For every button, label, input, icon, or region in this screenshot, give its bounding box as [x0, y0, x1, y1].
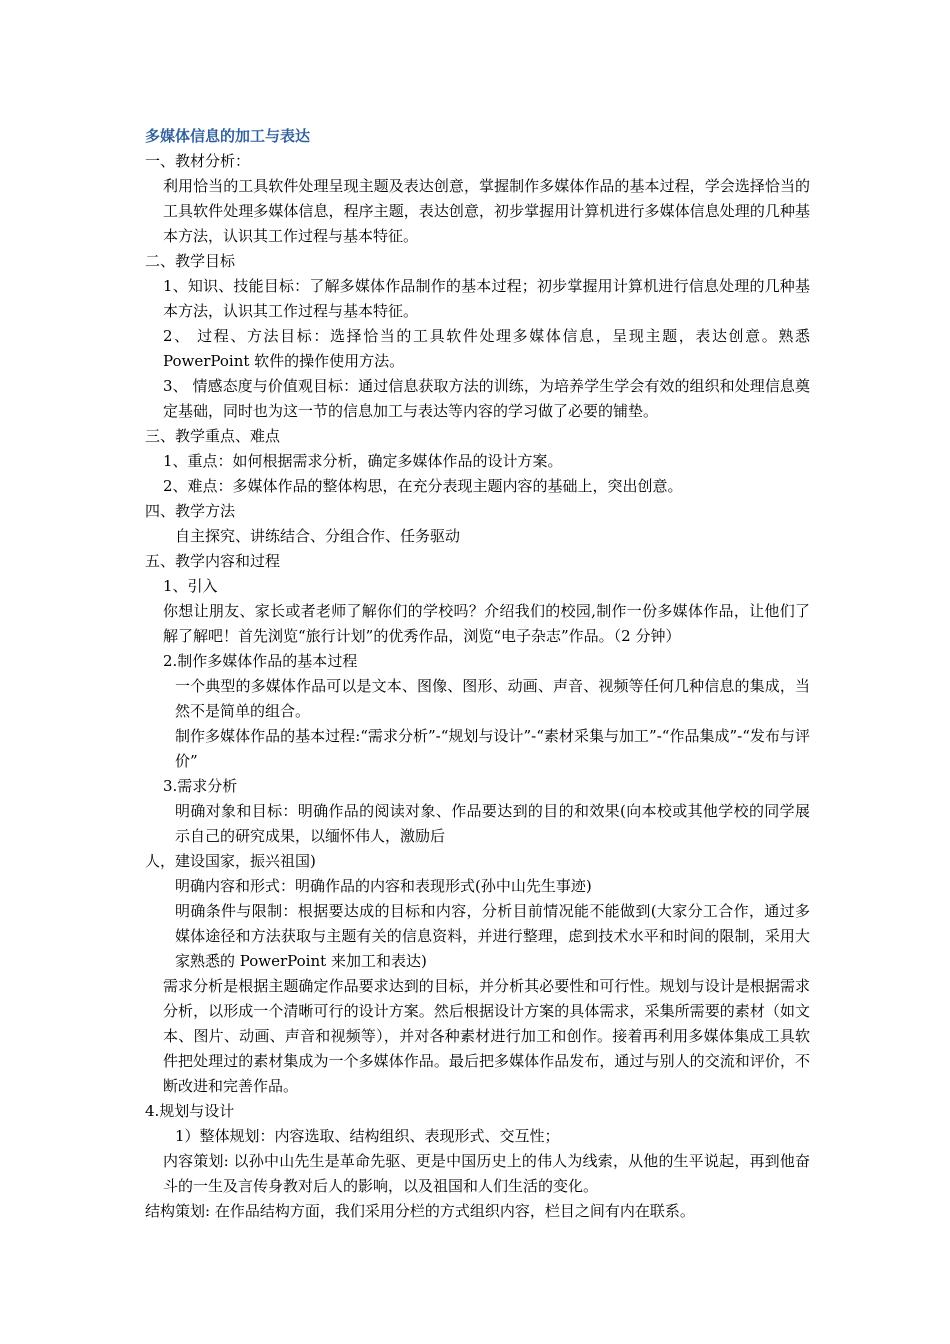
paragraph: 利用恰当的工具软件处理呈现主题及表达创意，掌握制作多媒体作品的基本过程，学会选择恰当的工具软件处理多媒体信息，程序主题，表达创意，初步掌握用计算机进行多媒体信息处理的几种基本方法，认识其工作过程与基本特征。 [163, 177, 810, 245]
document-title: 多媒体信息的加工与表达 [145, 127, 311, 145]
paragraph: 人，建设国家，振兴祖国) [145, 852, 316, 870]
paragraph: 2.制作多媒体作品的基本过程 [163, 652, 358, 670]
paragraph: 自主探究、讲练结合、分组合作、任务驱动 [175, 527, 461, 545]
paragraph: 1、重点：如何根据需求分析，确定多媒体作品的设计方案。 [163, 452, 563, 470]
paragraph: 明确条件与限制：根据要达成的目标和内容，分析目前情况能不能做到(大家分工合作，通过多媒体途径和方法获取与主题有关的信息资料，并进行整理，虑到技术水平和时间的限制，采用大家熟悉的 PowerPoint 来加工和表达) [175, 902, 810, 970]
document-page [145, 124, 810, 1224]
paragraph: 三、教学重点、难点 [145, 427, 281, 445]
paragraph: 制作多媒体作品的基本过程:“需求分析”-“规划与设计”-“素材采集与加工”-“作品集成”-“发布与评价” [175, 727, 810, 770]
paragraph: 一个典型的多媒体作品可以是文本、图像、图形、动画、声音、视频等任何几种信息的集成，当然不是简单的组合。 [175, 677, 810, 720]
paragraph: 内容策划: 以孙中山先生是革命先驱、更是中国历史上的伟人为线索，从他的生平说起，再到他奋斗的一生及言传身教对后人的影响，以及祖国和人们生活的变化。 [163, 1152, 810, 1195]
paragraph: 3.需求分析 [163, 777, 238, 795]
paragraph: 2、难点：多媒体作品的整体构思，在充分表现主题内容的基础上，突出创意。 [163, 477, 683, 495]
paragraph: 明确对象和目标：明确作品的阅读对象、作品要达到的目的和效果(向本校或其他学校的同学展示自己的研究成果，以缅怀伟人，激励后 [175, 802, 810, 845]
paragraph: 1）整体规划：内容选取、结构组织、表现形式、交互性； [175, 1127, 560, 1145]
paragraph: 2、 过程、方法目标：选择恰当的工具软件处理多媒体信息，呈现主题，表达创意。熟悉PowerPoint 软件的操作使用方法。 [163, 327, 810, 370]
paragraph: 你想让朋友、家长或者老师了解你们的学校吗？介绍我们的校园,制作一份多媒体作品，让他们了解了解吧！首先浏览“旅行计划”的优秀作品，浏览“电子杂志”作品。（2 分钟） [163, 602, 810, 645]
paragraph: 结构策划: 在作品结构方面，我们采用分栏的方式组织内容，栏目之间有内在联系。 [145, 1202, 695, 1220]
paragraph: 二、教学目标 [145, 252, 236, 270]
document-body [145, 149, 810, 1224]
paragraph: 一、教材分析： [145, 152, 251, 170]
paragraph: 明确内容和形式：明确作品的内容和表现形式(孙中山先生事迹) [175, 877, 592, 895]
paragraph: 1、知识、技能目标：了解多媒体作品制作的基本过程；初步掌握用计算机进行信息处理的几种基本方法，认识其工作过程与基本特征。 [163, 277, 810, 320]
paragraph: 五、教学内容和过程 [145, 552, 281, 570]
paragraph: 四、教学方法 [145, 502, 236, 520]
paragraph: 3、 情感态度与价值观目标：通过信息获取方法的训练，为培养学生学会有效的组织和处理信息奠定基础，同时也为这一节的信息加工与表达等内容的学习做了必要的铺垫。 [163, 377, 810, 420]
paragraph: 4.规划与设计 [145, 1102, 235, 1120]
paragraph: 1、引入 [163, 577, 218, 595]
paragraph: 需求分析是根据主题确定作品要求达到的目标，并分析其必要性和可行性。规划与设计是根据需求分析，以形成一个清晰可行的设计方案。然后根据设计方案的具体需求，采集所需要的素材（如文本、图片、动画、声音和视频等），并对各种素材进行加工和创作。接着再利用多媒体集成工具软件把处理过的素材集成为一个多媒体作品。最后把多媒体作品发布，通过与别人的交流和评价，不断改进和完善作品。 [163, 977, 810, 1095]
